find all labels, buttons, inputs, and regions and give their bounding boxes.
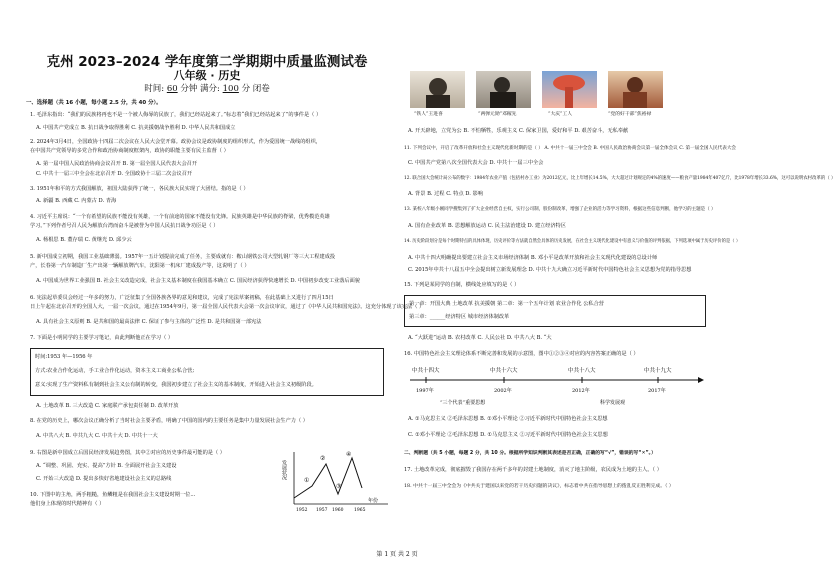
question-line: 产，长春第一汽车制造厂生产出第一辆解放牌汽车，沈阳第一机床厂建成投产等，这说明了（ ）	[30, 263, 250, 269]
timeline-label: 中共十六大	[490, 368, 518, 374]
question-line: 学习。”下列作者号召人民为解放台湾而奋斗是被誉为中国人民抗日战争功臣是（ ）	[30, 223, 219, 229]
question-line: 9. 右图是新中国成立后国民经济发展趋势图，其中②对应的历史事件最可能的是（ ）	[30, 450, 225, 456]
x-axis-label: 年份	[368, 498, 379, 504]
photo-caption: “两弹元勋”邓稼先	[478, 112, 517, 117]
time-label: 时间:	[144, 84, 165, 94]
question-line: 日上午起在北京召开的全国人大，一届一次会议，通过在1954年9月，第一届全国人民代表大会第一次会议审议，通过了《中华人民共和国宪法》。这充分体现了该宪法（ ）	[30, 304, 425, 310]
question-options: C. 开始三大改造 D. 提出多快好省地建设社会主义的总路线	[36, 476, 172, 482]
photo-jiao-yulu	[608, 71, 663, 108]
question-options: A. 杨根思 B. 董存瑞 C. 黄继光 D. 邱少云	[36, 237, 132, 243]
timeline-year: 2012年	[572, 388, 590, 394]
time-value: 60	[166, 84, 178, 94]
photo-wang-jinxi	[410, 71, 465, 108]
score-value: 100	[222, 84, 239, 94]
question-options: C. 中国共产党第八次全国代表大会 D. 中共十一届三中全会	[408, 160, 544, 166]
question-options: A. 中国成为世界工业强国 B. 社会主义改造完成，社会主义基本制度在我国基本确立 C. 国民经济获得快速增长 D. 中国初步改变工业落后面貌	[36, 278, 360, 284]
page-title: 克州 2023–2024 学年度第二学期期中质量监测试卷	[46, 54, 368, 70]
question-line: 18. 中共十一届三中全会为《中共关于建国以来党的若干历史问题的决议》，标志着中共在指导思想上的拨乱反正胜利完成。（ ）	[404, 484, 674, 489]
question-line: 16. 中国特色社会主义理论体系不断完善和发展的示意图，图中①②③④对应的内容答案正确的是（ ）	[404, 351, 639, 357]
year-tick: 1952	[296, 508, 308, 513]
page-footer: 第 1 页 共 2 页	[376, 551, 418, 558]
photo-caption: “党的好干部”焦裕禄	[608, 112, 652, 117]
year-tick: 1960	[332, 508, 344, 513]
score-unit: 分 闭卷	[241, 84, 270, 94]
question-options: A. 开天辟地，立党为公 B. 不怕牺牲，乐观主义 C. 保家卫国，爱好和平 D. 艰苦奋斗，无私奉献	[408, 128, 629, 134]
timeline-bottom-label: 科学发展观	[600, 400, 626, 406]
question-line: 8. 在党的历史上，哪次会议正确分析了当时社会主要矛盾，明确了中国的国内的主要任务是集中力量发展社会生产力（ ）	[30, 418, 308, 424]
plan-row: 第一章：开国大典 土地改革 抗美援朝 第二章：第一个五年计划 农业合作化 公私合营	[409, 301, 604, 307]
question-options: A. 中共十四大明确提出要建立社会主义市场经济体制 B. 邓小平是改革开放和社会主义现代化建设的总设计师	[408, 255, 658, 261]
question-line: 17. 土地改革完成，彻底摧毁了我国存在两千多年的封建土地制度，消灭了地主阶级，农民成为土地的主人。（ ）	[404, 467, 662, 473]
question-line: 15. 下列是某同学的自制，横线处应填写的是（ ）	[404, 282, 520, 288]
point-label: ③	[336, 483, 342, 490]
question-options: C. ①邓小平理论 ②毛泽东思想 D. ①马克思主义 ②习近平新时代中国特色社会主义思想	[408, 432, 608, 438]
timeline-label: 中共十八大	[568, 368, 596, 374]
photo-mushroom-cloud	[542, 71, 597, 108]
timeline-label: 中共十四大	[412, 368, 440, 374]
question-line: 11. 下列会议中，开启了改革开放和社会主义现代化新时期的是（ ） A. 中共十一届三中全会 B. 中国人民政治协商会议第一届全体会议 C. 第一届全国人民代表大会	[404, 146, 737, 151]
question-line: 6. 宪法起草委员会经过一年多的努力，广泛征集了全国各族各界的意见和建议，完成了宪法草案初稿，在此基础上又进行了四月15日	[30, 295, 334, 301]
timeline-year: 2017年	[648, 388, 666, 394]
right-column	[404, 0, 835, 548]
study-notes-box	[30, 348, 384, 396]
question-options: A. “大跃进”运动 B. 农村改革 C. 人民公社 D. 中共八大 B. “大	[408, 335, 552, 341]
question-options: C. 中共十一届三中全会在北京召开 D. 全国政协十三届二次会议召开	[36, 171, 193, 177]
point-label: ④	[346, 451, 352, 458]
question-options: C. 2015年中共十八届五中全会提出树立新发展理念 D. 中共十九大确立习近平新时代中国特色社会主义思想为党的指导思想	[408, 267, 692, 273]
question-line: 7. 下面是小明同学的主要学习笔记，由此判断他正在学习（ ）	[30, 335, 174, 341]
timeline-year: 2002年	[494, 388, 512, 394]
question-options: A. 第一届中国人民政治协商会议召开 B. 第一届全国人民代表大会召开	[36, 161, 198, 167]
question-line: 他们身上体现的时代精神有（ ）	[30, 501, 105, 507]
photo-caption: “大庆”工人	[548, 112, 573, 117]
year-tick: 1965	[354, 508, 366, 513]
notes-line: 方式:农业合作化运动，手工业合作化运动，资本主义工商业公私合营;	[35, 368, 195, 374]
question-line: 5. 新中国成立初期，我国工业基础薄弱。1957年一五计划提前完成了任务，主要成就有：鞍山钢铁公司大型轧钢厂等三大工程建成投	[30, 254, 336, 260]
notes-line: 意义:实现了生产资料私有制到社会主义公有制的转变，我国初步建立了社会主义的基本制度，开始进入社会主义初级阶段。	[35, 382, 317, 388]
question-line: 在中国共产党领导的多党合作和政治协商制度框架内，政协的职能主要有民主监督（ ）	[30, 148, 229, 154]
photo-caption: “铁人”王进喜	[414, 112, 443, 117]
point-label: ②	[320, 455, 326, 462]
question-options: A. 具有社会主义原则 B. 是共和国的最高法律 C. 保证了参与主体的广泛性 D. 是共和国第一部宪法	[36, 319, 262, 325]
timeline-bottom-label: “三个代表”重要思想	[440, 400, 486, 406]
question-options: A. 中共八大 B. 中共九大 C. 中共十大 D. 中共十一大	[36, 433, 158, 439]
point-label: ①	[304, 477, 310, 484]
question-line: 14. 历史阶段划分是每个时期特点的具体体现，历史评价等方法就自然会具体的历史发展，在社会主义现代化建设中有意义与价值的评判依据，下列选项中属于历史评价的是（ ）	[404, 239, 741, 244]
year-tick: 1957	[316, 508, 328, 513]
theory-timeline	[404, 362, 704, 410]
plan-row: 第三章：______经济特区 城市经济体制改革	[409, 314, 510, 320]
timeline-label: 中共十九大	[644, 368, 672, 374]
notes-line: 时间:1953 年—1956 年	[35, 354, 93, 360]
timeline-year: 1997年	[416, 388, 434, 394]
question-line: 4. 习近平主席说：“一个有希望的民族不能没有英雄，一个有前途的国家不能没有先锋。民族英雄是中华民族的脊梁，优秀模范英雄	[30, 214, 330, 220]
question-options: A. “调整、巩固、充实、提高”方针 B. 全面展开社会主义建设	[36, 463, 177, 469]
question-line: 2. 2024年3月4日，全国政协十四届二次会议在人民大会堂开幕。政协会议是政协制度的组织形式，作为爱国统一战线的组织，	[30, 139, 321, 145]
plan-box	[404, 295, 706, 327]
question-options: A. 背景 B. 过程 C. 特点 D. 影响	[408, 191, 483, 197]
time-unit: 分钟 满分:	[180, 84, 220, 94]
question-options: A. ①马克思主义 ②毛泽东思想 B. ①邓小平理论 ②习近平新时代中国特色社会主义思想	[408, 416, 608, 422]
question-line: 12. 联合国大会统计局公布的数字：1984年农业产值（包括村办工业）为2012亿元，比上年增长14.5%，大大超过计划规定的4%的速度——粮食产量1984年407亿斤，比1978年增长33.6%，这可以说明农村改革的（ ）	[404, 176, 835, 181]
question-options: A. 中国共产党成立 B. 抗日战争取得胜利 C. 抗美援朝战争胜利 D. 中华人民共和国成立	[36, 125, 236, 131]
section-heading-choice: 一、选择题（共 16 小题，每小题 2.5 分，共 40 分）。	[26, 100, 162, 106]
timeline-arrow	[698, 377, 704, 383]
photo-deng-jiaxian	[476, 71, 531, 108]
question-options: A. 国有企业改革 B. 思想解放运动 C. 民主法治建设 D. 建立经济特区	[408, 223, 566, 229]
question-line: 13. 某校八年级小刚同学搜集到了扩大企业经营自主权，实行公司制，股份制改革，增强了企业的活力等学习资料，根据这些信息判断，他学习的主题是（ ）	[404, 207, 716, 212]
question-line: 1. 毛泽东指出：“我们的民族将再也不是一个被人侮辱的民族了，我们已经站起来了。”标志着“我们已经站起来了”的事件是（ ）	[30, 112, 322, 118]
trend-chart	[282, 448, 392, 514]
question-line: 10. 下图中的主角，两手粗糙，鱼鳞粗是在我国社会主义建设时期一位...	[30, 492, 196, 498]
question-line: 3. 1951年和平的方式我国解放，祖国大陆获得了统一，各民族大民实现了大团结。指的是（ ）	[30, 186, 249, 192]
grade-subject: 八年级 · 历史	[173, 69, 241, 82]
question-options: A. 新疆 B. 西藏 C. 内蒙古 D. 青海	[36, 198, 117, 204]
exam-meta	[26, 82, 388, 94]
question-options: A. 土地改革 B. 三大改造 C. 家庭联产承包责任制 D. 改革开放	[36, 403, 179, 409]
y-axis-label: 发展状况	[281, 460, 287, 480]
section-heading-judge: 二、判断题（共 5 小题，每题 2 分，共 10 分。根据所学知识判断其表述是否正确，正确的写“√”，错误的写“✕”。）	[404, 451, 656, 456]
